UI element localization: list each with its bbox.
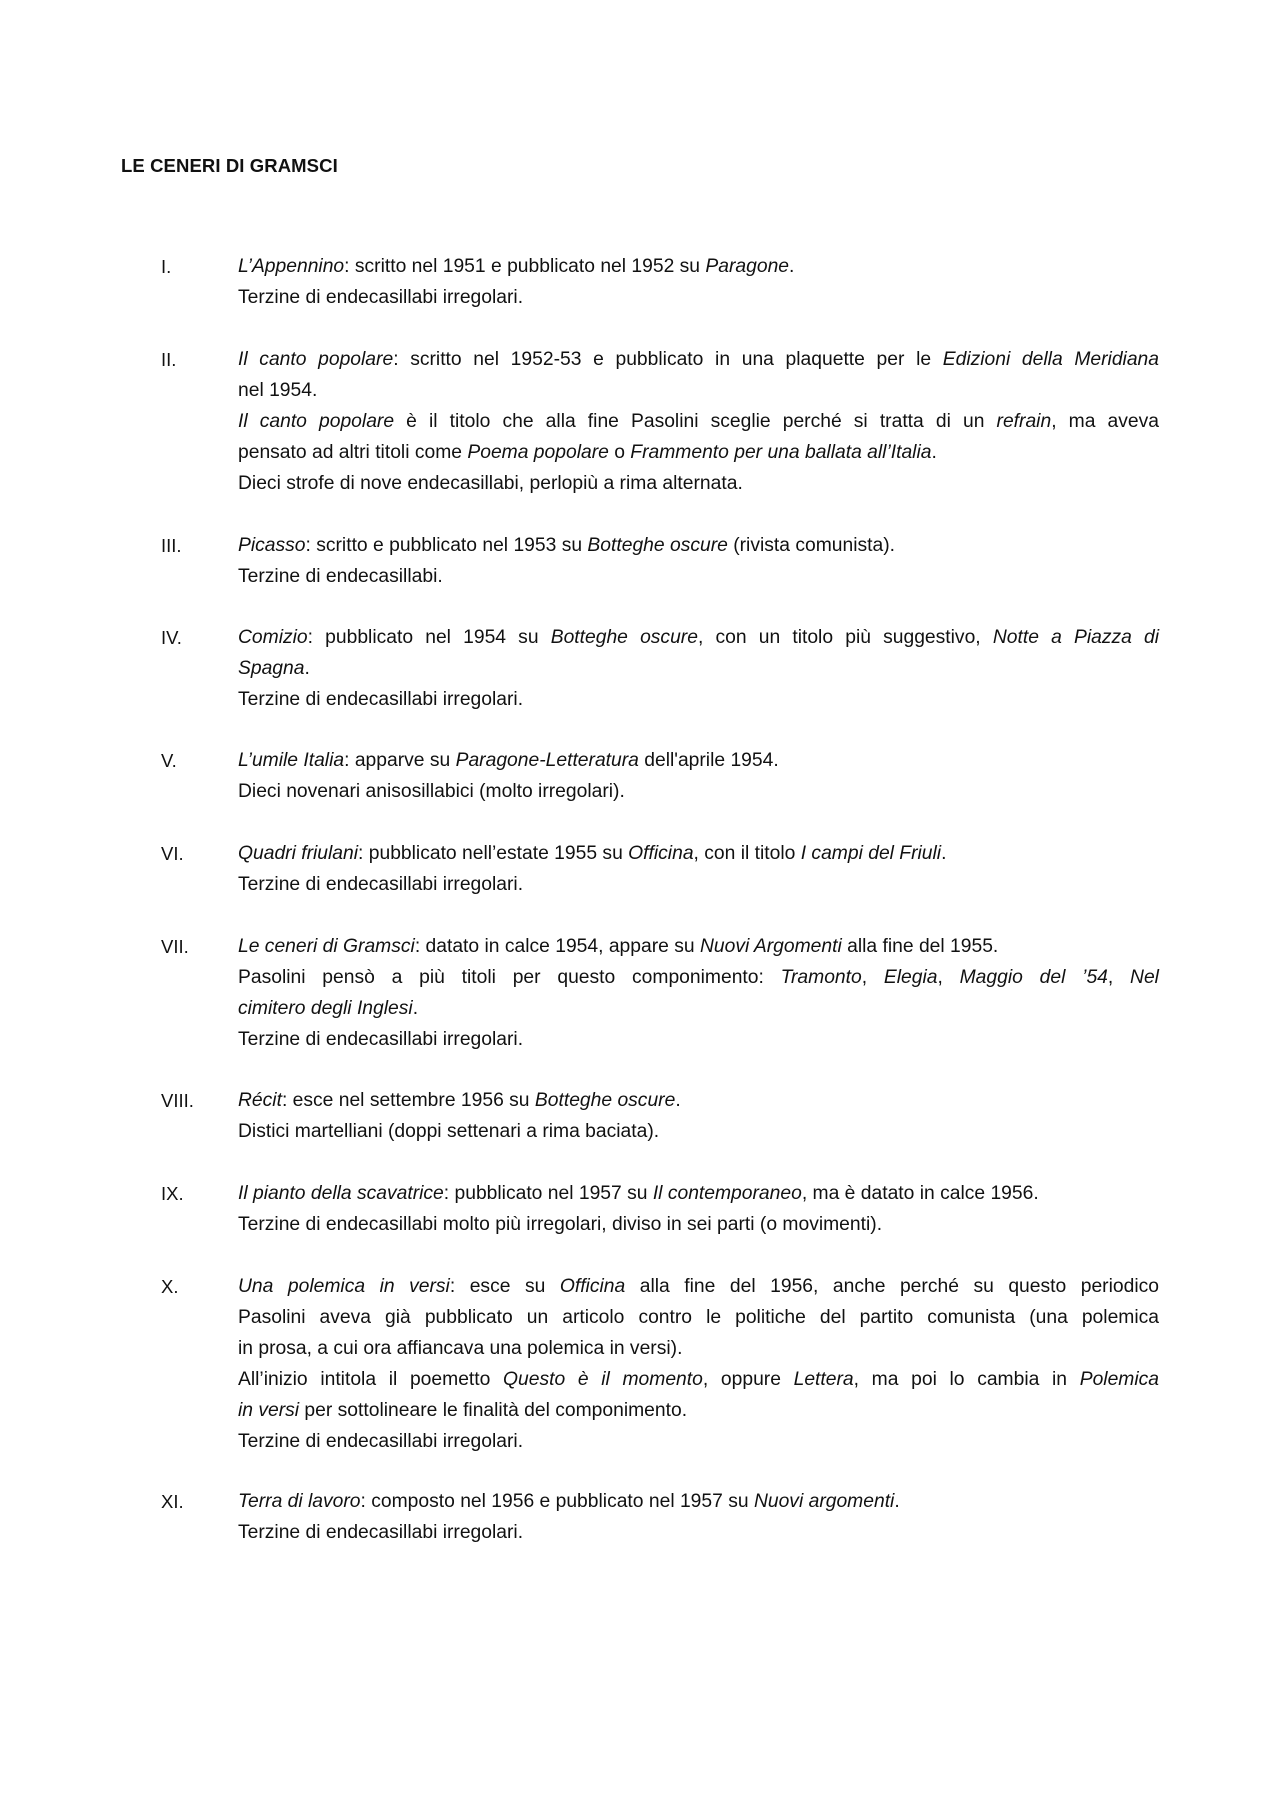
text-segment: : scritto nel 1952-53 e pubblicato in una plaquette per le: [393, 349, 943, 370]
entry-line: [238, 1517, 1159, 1548]
entry-line: [238, 1085, 1159, 1116]
entry-body: [238, 622, 1159, 715]
entry-numeral: IX.: [161, 1183, 184, 1204]
text-segment: pensato ad altri titoli come: [238, 442, 468, 463]
entry-numeral: II.: [161, 349, 177, 370]
text-segment: .: [304, 658, 310, 679]
text-segment: Terzine di endecasillabi irregolari.: [238, 689, 524, 710]
entry-line: [238, 468, 1159, 499]
entry-numeral: X.: [161, 1276, 179, 1297]
entry-body: [238, 251, 1159, 313]
italic-title: Paragone-Letteratura: [455, 750, 639, 771]
entry-body: [238, 838, 1159, 900]
entry-line: [238, 653, 1159, 684]
italic-title: Botteghe oscure: [587, 535, 728, 556]
italic-title: in versi: [238, 1400, 300, 1421]
italic-title: L’umile Italia: [238, 750, 345, 771]
entry-line: [238, 1024, 1159, 1055]
text-segment: ,: [1107, 967, 1131, 988]
entry-body: [238, 344, 1159, 499]
text-segment: .: [894, 1491, 900, 1512]
entry-numeral: IV.: [161, 627, 182, 648]
text-segment: Terzine di endecasillabi irregolari.: [238, 1029, 524, 1050]
italic-title: Récit: [238, 1090, 282, 1111]
entry-numeral: XI.: [161, 1491, 184, 1512]
entry-line: [238, 1302, 1159, 1333]
italic-title: I campi del Friuli: [800, 843, 942, 864]
italic-title: L’Appennino: [238, 256, 345, 277]
italic-title: Frammento per una ballata all’Italia: [630, 442, 932, 463]
entry-line: [238, 776, 1159, 807]
italic-title: Questo è il momento: [503, 1369, 703, 1390]
text-segment: Terzine di endecasillabi irregolari.: [238, 874, 524, 895]
text-segment: Terzine di endecasillabi molto più irregolari, diviso in sei parti (o movimenti).: [238, 1214, 883, 1235]
page-title: LE CENERI DI GRAMSCI: [121, 155, 338, 176]
text-segment: Distici martelliani (doppi settenari a rima baciata).: [238, 1121, 660, 1142]
text-segment: : esce su: [449, 1276, 560, 1297]
entry-line: [238, 1486, 1159, 1517]
text-segment: : scritto e pubblicato nel 1953 su: [305, 535, 588, 556]
text-segment: , ma poi lo cambia in: [853, 1369, 1080, 1390]
italic-title: Officina: [628, 843, 694, 864]
text-segment: : composto nel 1956 e pubblicato nel 1957 su: [360, 1491, 754, 1512]
text-segment: Dieci strofe di nove endecasillabi, perlopiù a rima alternata.: [238, 473, 743, 494]
text-segment: , ma aveva: [1051, 411, 1159, 432]
italic-title: Officina: [559, 1276, 626, 1297]
italic-title: Nel: [1130, 967, 1159, 988]
italic-title: Quadri friulani: [238, 843, 359, 864]
text-segment: Dieci novenari anisosillabici (molto irregolari).: [238, 781, 625, 802]
text-segment: .: [931, 442, 937, 463]
italic-title: Maggio del ’54: [959, 967, 1108, 988]
entry-line: [238, 869, 1159, 900]
text-segment: ,: [861, 967, 884, 988]
entry-numeral: VIII.: [161, 1090, 194, 1111]
entry-line: [238, 962, 1159, 993]
entry-line: [238, 251, 1159, 282]
text-segment: : esce nel settembre 1956 su: [281, 1090, 535, 1111]
italic-title: Il canto popolare: [238, 411, 395, 432]
entry-line: [238, 282, 1159, 313]
entry-line: [238, 931, 1159, 962]
entry-body: [238, 1486, 1159, 1548]
entry-body: [238, 530, 1159, 592]
entry-line: [238, 1426, 1159, 1457]
text-segment: Pasolini pensò a più titoli per questo componimento:: [238, 967, 781, 988]
italic-title: Terra di lavoro: [238, 1491, 361, 1512]
italic-title: refrain: [996, 411, 1052, 432]
text-segment: : pubblicato nel 1957 su: [443, 1183, 653, 1204]
entry-line: [238, 1178, 1159, 1209]
text-segment: .: [789, 256, 795, 277]
text-segment: nel 1954.: [238, 380, 318, 401]
text-segment: è il titolo che alla fine Pasolini sceglie perché si tratta di un: [394, 411, 997, 432]
italic-title: Tramonto: [780, 967, 862, 988]
entry-body: [238, 1085, 1159, 1147]
italic-title: Edizioni della Meridiana: [942, 349, 1159, 370]
entry-body: [238, 745, 1159, 807]
italic-title: Lettera: [793, 1369, 854, 1390]
italic-title: Una polemica in versi: [238, 1276, 450, 1297]
text-segment: in prosa, a cui ora affiancava una polemica in versi).: [238, 1338, 683, 1359]
text-segment: , oppure: [702, 1369, 794, 1390]
entry-line: [238, 1364, 1159, 1395]
entry-line: [238, 344, 1159, 375]
text-segment: o: [608, 442, 631, 463]
entry-line: [238, 406, 1159, 437]
text-segment: (rivista comunista).: [727, 535, 895, 556]
italic-title: Le ceneri di Gramsci: [238, 936, 415, 957]
text-segment: : scritto nel 1951 e pubblicato nel 1952 su: [344, 256, 706, 277]
text-segment: .: [675, 1090, 681, 1111]
italic-title: Il canto popolare: [238, 349, 394, 370]
text-segment: .: [941, 843, 947, 864]
entry-line: [238, 1333, 1159, 1364]
italic-title: Paragone: [705, 256, 790, 277]
text-segment: per sottolineare le finalità del componimento.: [299, 1400, 688, 1421]
italic-title: Elegia: [883, 967, 938, 988]
entry-numeral: III.: [161, 535, 182, 556]
text-segment: : pubblicato nell’estate 1955 su: [358, 843, 629, 864]
text-segment: alla fine del 1956, anche perché su questo periodico: [625, 1276, 1159, 1297]
entry-line: [238, 622, 1159, 653]
italic-title: Botteghe oscure: [550, 627, 698, 648]
entry-line: [238, 1209, 1159, 1240]
text-segment: , con il titolo: [693, 843, 801, 864]
text-segment: .: [412, 998, 419, 1019]
italic-title: cimitero degli Inglesi: [238, 998, 413, 1019]
text-segment: Terzine di endecasillabi irregolari.: [238, 1431, 524, 1452]
text-segment: : apparve su: [344, 750, 456, 771]
italic-title: Spagna: [238, 658, 305, 679]
entry-numeral: VI.: [161, 843, 184, 864]
entry-line: [238, 561, 1159, 592]
text-segment: alla fine del 1955.: [841, 936, 999, 957]
text-segment: Terzine di endecasillabi irregolari.: [238, 1522, 524, 1543]
text-segment: Pasolini aveva già pubblicato un articolo contro le politiche del partito comunista (una polemica: [238, 1307, 1159, 1328]
italic-title: Picasso: [238, 535, 306, 556]
entry-line: [238, 437, 1159, 468]
text-segment: : datato in calce 1954, appare su: [414, 936, 700, 957]
entry-line: [238, 684, 1159, 715]
text-segment: : pubblicato nel 1954 su: [307, 627, 551, 648]
entry-line: [238, 1116, 1159, 1147]
entry-line: [238, 1271, 1159, 1302]
italic-title: Polemica: [1079, 1369, 1160, 1390]
italic-title: Il pianto della scavatrice: [238, 1183, 444, 1204]
text-segment: , con un titolo più suggestivo,: [697, 627, 993, 648]
entry-line: [238, 530, 1159, 561]
text-segment: All’inizio intitola il poemetto: [238, 1369, 504, 1390]
text-segment: Terzine di endecasillabi.: [238, 566, 443, 587]
text-segment: dell'aprile 1954.: [638, 750, 779, 771]
entry-line: [238, 745, 1159, 776]
italic-title: Comizio: [238, 627, 308, 648]
entry-numeral: VII.: [161, 936, 189, 957]
text-segment: , ma è datato in calce 1956.: [801, 1183, 1039, 1204]
italic-title: Nuovi Argomenti: [699, 936, 842, 957]
italic-title: Botteghe oscure: [534, 1090, 676, 1111]
entry-line: [238, 838, 1159, 869]
italic-title: Nuovi argomenti: [753, 1491, 895, 1512]
text-segment: Terzine di endecasillabi irregolari.: [238, 287, 524, 308]
italic-title: Il contemporaneo: [652, 1183, 802, 1204]
entry-line: [238, 375, 1159, 406]
entry-numeral: I.: [161, 256, 172, 277]
entry-numeral: V.: [161, 750, 177, 771]
entry-line: [238, 1395, 1159, 1426]
entry-body: [238, 931, 1159, 1055]
entry-body: [238, 1271, 1159, 1457]
text-segment: ,: [937, 967, 960, 988]
entry-line: [238, 993, 1159, 1024]
italic-title: Notte a Piazza di: [992, 627, 1160, 648]
entry-body: [238, 1178, 1159, 1240]
italic-title: Poema popolare: [467, 442, 609, 463]
